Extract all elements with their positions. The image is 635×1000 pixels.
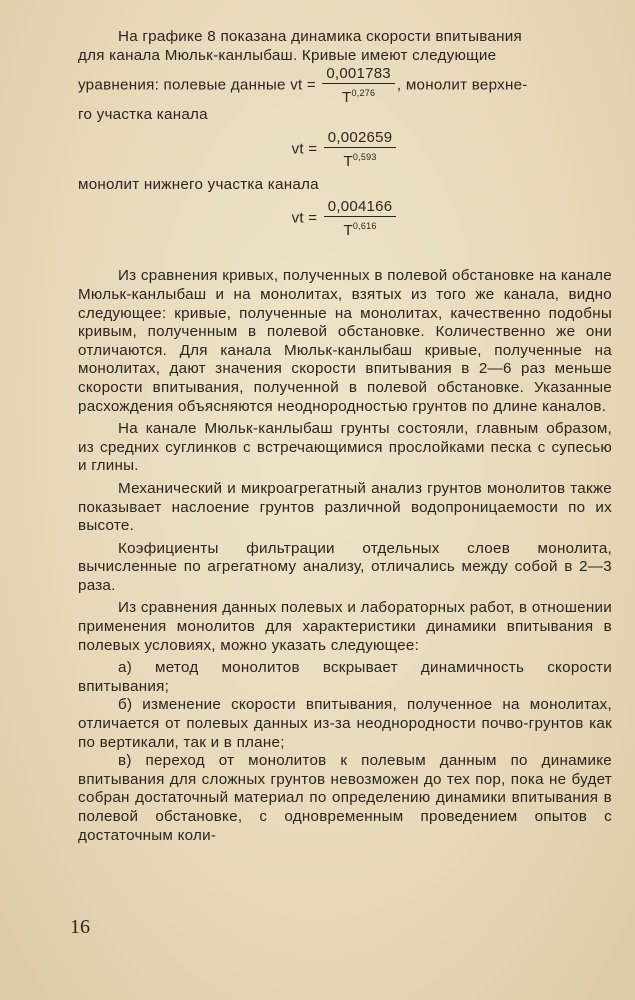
formula-lower-exponent: 0,616 <box>352 221 377 232</box>
formula-upper-numerator: 0,002659 <box>324 129 397 148</box>
formula-field <box>322 65 395 106</box>
paragraph-comparison: Из сравнения кривых, полученных в полевой обстановке на канале Мюльк-канлыбаш и на монолитах, взятых из того же канала, видно следующее: кривые, полученные на монолитах, качественно подобны кривым, полученным в полевой обстановке. Количественно же они отличаются. Для канала Мюльк-канлыбаш кривые, полученные на монолитах, дают значения скорости впитывания в 2—6 раз меньше скорости впитывания, полученной в полевой обстановке. Указанные расхождения объясняются неоднородностью грунтов по длине каналов. <box>78 267 612 415</box>
paragraph-soils: На канале Мюльк-канлыбаш грунты состояли, главным образом, из средних суглинков с встречающимися прослойками песка с супесью и глины. <box>78 420 612 475</box>
formula-field-base: T <box>342 89 352 107</box>
paragraph-coefficients: Коэфициенты фильтрации отдельных слоев монолита, вычисленные по агрегатному анализу, отличались между собой в 2—3 раза. <box>78 539 612 594</box>
intro-line-1: На графике 8 показана динамика скорости впитывания <box>118 28 522 45</box>
formula-lower-denominator <box>324 217 397 239</box>
intro-line-2: для канала Мюльк-канлыбаш. Кривые имеют следующие <box>78 46 497 64</box>
intro-line-3-text: уравнения: полевые данные <box>78 76 286 94</box>
formula-lower <box>324 198 397 239</box>
intro-line-3-tail: , монолит верхне- <box>396 76 528 94</box>
formula-upper <box>324 129 397 170</box>
formula-upper-lhs: vt = <box>291 140 318 158</box>
list-item-a: а) метод монолитов вскрывает динамичность скорости впитывания; <box>78 659 612 695</box>
formula-field-exponent: 0,276 <box>351 88 376 99</box>
formula-lower-line <box>78 198 612 239</box>
formula-lower-numerator: 0,004166 <box>324 198 397 217</box>
intro-line-3 <box>78 65 612 106</box>
page-number: 16 <box>70 916 90 938</box>
formula-upper-base: T <box>343 152 353 170</box>
list-item-c: в) переход от монолитов к полевым данным по динамике впитывания для сложных грунтов невозможен до тех пор, пока не будет собран достаточный материал по определению динамики впитывания в полевой обстановке, с одновременным проведением опытов с достаточным коли- <box>78 752 612 844</box>
formula-lower-lhs: vt = <box>291 209 318 227</box>
lower-label: монолит нижнего участка канала <box>78 175 319 193</box>
list-item-b: б) изменение скорости впитывания, полученное на монолитах, отличается от полевых данных из-за неоднородности почво-грунтов как по вертикали, так и в плане; <box>78 696 612 751</box>
formula-field-lhs: vt = <box>290 76 316 94</box>
formula-upper-line <box>78 129 612 170</box>
formula-field-numerator: 0,001783 <box>322 65 395 84</box>
formula-upper-exponent: 0,593 <box>352 151 377 162</box>
formula-field-denominator <box>322 84 395 106</box>
page-text <box>78 28 612 845</box>
paragraph-analysis: Механический и микроагрегатный анализ грунтов монолитов также показывает наслоение грунтов различной водопроницаемости по их высоте. <box>78 479 612 535</box>
formula-lower-base: T <box>343 222 353 240</box>
paragraph-conclusions: Из сравнения данных полевых и лабораторных работ, в отношении применения монолитов для характеристики динамики впитывания в полевых условиях, можно указать следующее: <box>78 599 612 654</box>
intro-line-4: го участка канала <box>78 106 208 124</box>
formula-upper-denominator <box>324 148 397 170</box>
